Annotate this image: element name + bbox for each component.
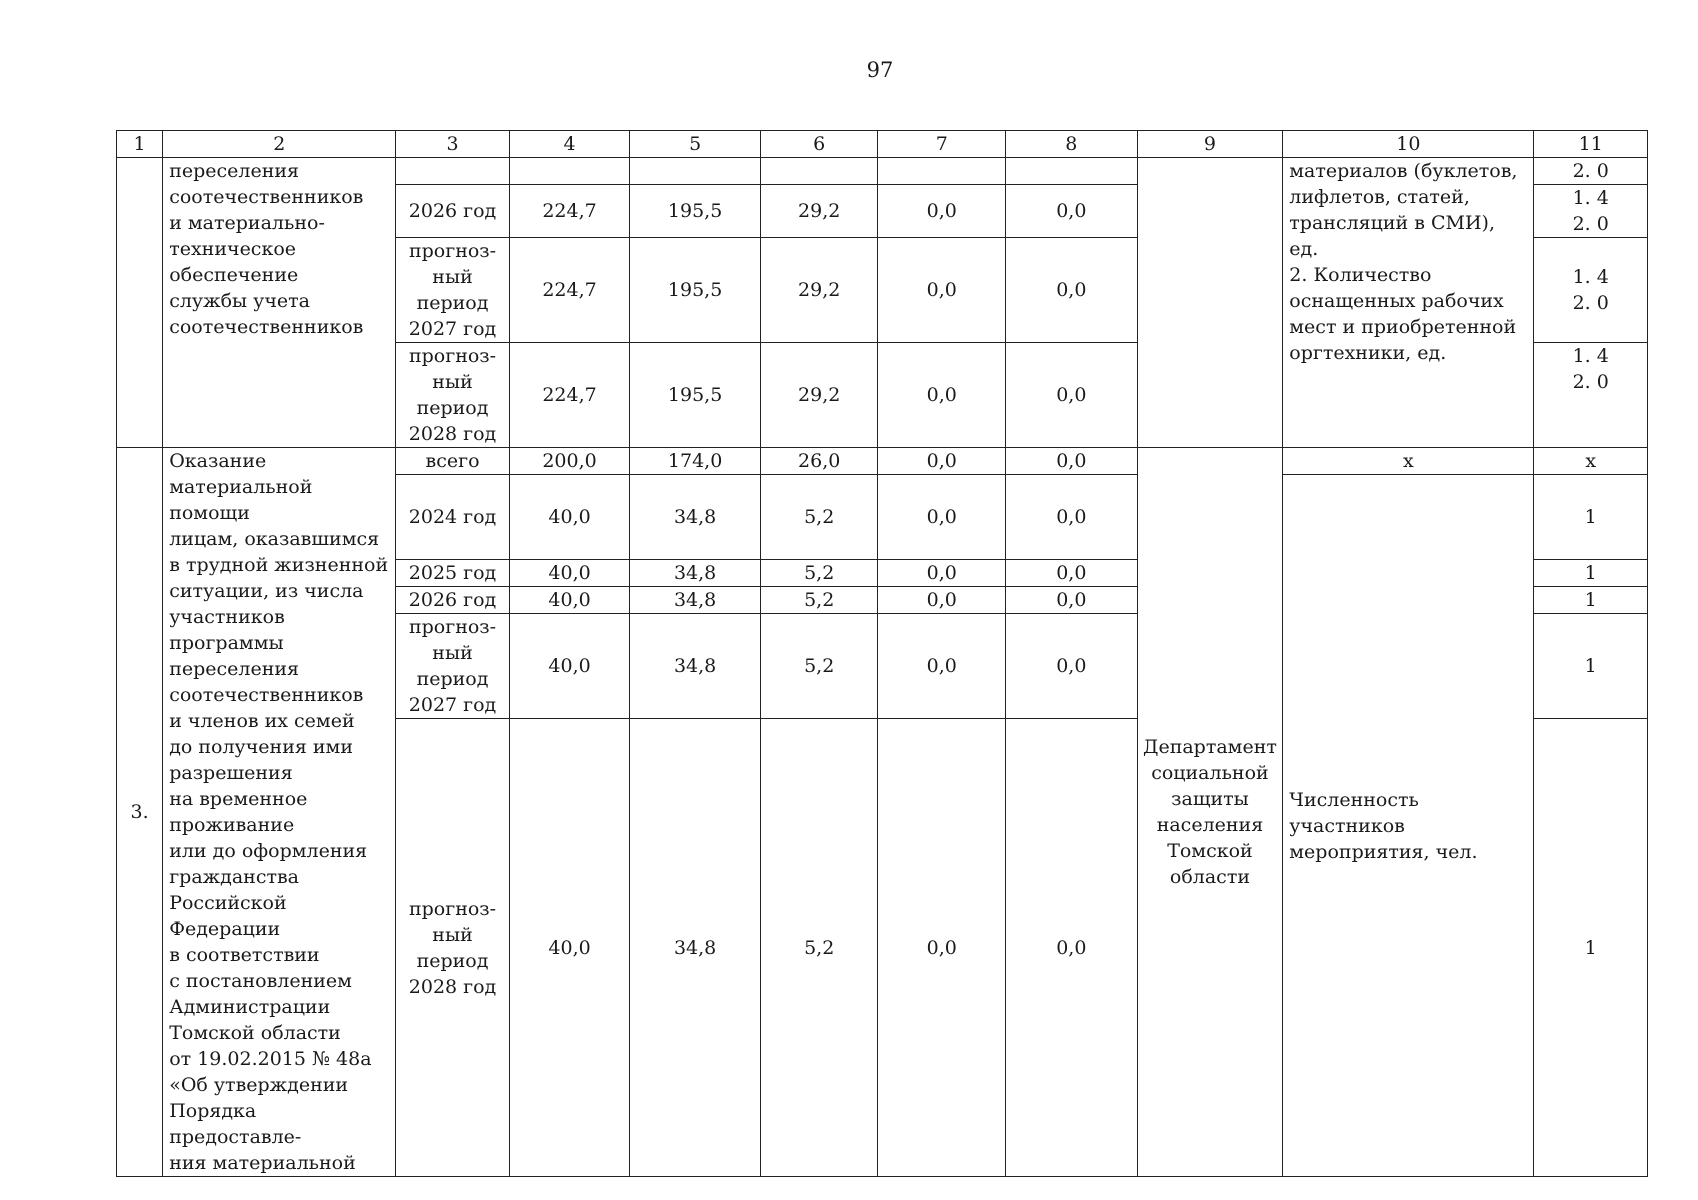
value-cell: 26,0 — [760, 448, 878, 475]
value-cell: 40,0 — [509, 587, 630, 614]
indicator-value: 1 — [1534, 719, 1648, 1177]
indicator-value: 1 — [1534, 587, 1648, 614]
value-cell: 40,0 — [509, 475, 630, 560]
value-cell — [509, 158, 630, 185]
value-cell: 195,5 — [630, 238, 761, 343]
value-cell: 224,7 — [509, 185, 630, 238]
period-cell: прогноз- ный период 2027 год — [396, 238, 510, 343]
value-cell: 0,0 — [1006, 614, 1138, 719]
value-cell — [760, 158, 878, 185]
indicator-value: 1. 4 2. 0 — [1534, 343, 1648, 448]
value-cell: 34,8 — [630, 614, 761, 719]
row-number-cell: 3. — [117, 448, 163, 1177]
value-cell: 5,2 — [760, 614, 878, 719]
value-cell: 34,8 — [630, 560, 761, 587]
value-cell: 0,0 — [878, 343, 1006, 448]
value-cell: 0,0 — [1006, 343, 1138, 448]
value-cell: 0,0 — [1006, 587, 1138, 614]
value-cell — [630, 158, 761, 185]
indicator-value: 2. 0 — [1534, 158, 1648, 185]
executor-cell: Департамент социальной защиты населения Томской области — [1137, 448, 1283, 1177]
activity-description: Оказание материальной помощи лицам, оказавшимся в трудной жизненной ситуации, из числа участников программы переселения соотечественников и членов их семей до получения ими разрешения на временное проживание или до оформления гражданства Российской Федерации в соответствии с постановлением Администрации Томской области от 19.02.2015 № 48а «Об утверждении Порядка предоставле- ния материальной — [163, 448, 396, 1177]
value-cell: 0,0 — [878, 475, 1006, 560]
period-cell: прогноз- ный период 2028 год — [396, 343, 510, 448]
value-cell: 0,0 — [878, 560, 1006, 587]
indicator-value: 1 — [1534, 560, 1648, 587]
indicator-description: Численность участников мероприятия, чел. — [1283, 475, 1534, 1177]
indicator-value: 1. 4 2. 0 — [1534, 238, 1648, 343]
page-number: 97 — [866, 58, 894, 82]
header-cell: 2 — [163, 131, 396, 158]
value-cell: 0,0 — [1006, 475, 1138, 560]
value-cell: 34,8 — [630, 475, 761, 560]
value-cell: 224,7 — [509, 343, 630, 448]
value-cell: 29,2 — [760, 343, 878, 448]
value-cell: 0,0 — [878, 238, 1006, 343]
period-cell: 2025 год — [396, 560, 510, 587]
program-table — [116, 130, 1648, 1177]
header-cell: 8 — [1006, 131, 1138, 158]
value-cell: 224,7 — [509, 238, 630, 343]
period-cell: прогноз- ный период 2027 год — [396, 614, 510, 719]
value-cell: 174,0 — [630, 448, 761, 475]
value-cell: 29,2 — [760, 238, 878, 343]
value-cell: 195,5 — [630, 343, 761, 448]
value-cell — [878, 158, 1006, 185]
header-cell: 1 — [117, 131, 163, 158]
value-cell: 5,2 — [760, 587, 878, 614]
header-row — [117, 131, 1648, 158]
value-cell: 40,0 — [509, 719, 630, 1177]
table-row — [117, 158, 1648, 185]
period-cell: прогноз- ный период 2028 год — [396, 719, 510, 1177]
value-cell — [1006, 158, 1138, 185]
indicator-value: 1 — [1534, 475, 1648, 560]
value-cell: 195,5 — [630, 185, 761, 238]
value-cell: 0,0 — [878, 185, 1006, 238]
value-cell: 5,2 — [760, 475, 878, 560]
header-cell: 6 — [760, 131, 878, 158]
value-cell: 34,8 — [630, 587, 761, 614]
header-cell: 9 — [1137, 131, 1283, 158]
executor-cell — [1137, 158, 1283, 448]
value-cell: 0,0 — [878, 448, 1006, 475]
header-cell: 7 — [878, 131, 1006, 158]
period-cell: 2026 год — [396, 185, 510, 238]
value-cell: 29,2 — [760, 185, 878, 238]
header-cell: 11 — [1534, 131, 1648, 158]
period-cell — [396, 158, 510, 185]
indicator-description: х — [1283, 448, 1534, 475]
value-cell: 200,0 — [509, 448, 630, 475]
indicator-value: 1. 4 2. 0 — [1534, 185, 1648, 238]
period-cell: 2026 год — [396, 587, 510, 614]
value-cell: 40,0 — [509, 560, 630, 587]
activity-description: переселения соотечественников и материально- техническое обеспечение службы учета соотечественников — [163, 158, 396, 448]
header-cell: 10 — [1283, 131, 1534, 158]
value-cell: 0,0 — [1006, 560, 1138, 587]
table-row — [117, 448, 1648, 475]
indicator-value: 1 — [1534, 614, 1648, 719]
value-cell: 5,2 — [760, 719, 878, 1177]
indicator-description: материалов (буклетов, лифлетов, статей, трансляций в СМИ), ед. 2. Количество оснащенных рабочих мест и приобретенной оргтехники, ед. — [1283, 158, 1534, 448]
value-cell: 40,0 — [509, 614, 630, 719]
value-cell: 0,0 — [1006, 448, 1138, 475]
value-cell: 0,0 — [1006, 185, 1138, 238]
value-cell: 5,2 — [760, 560, 878, 587]
value-cell: 0,0 — [878, 587, 1006, 614]
header-cell: 3 — [396, 131, 510, 158]
value-cell: 34,8 — [630, 719, 761, 1177]
value-cell: 0,0 — [1006, 238, 1138, 343]
period-cell: всего — [396, 448, 510, 475]
row-number-cell — [117, 158, 163, 448]
header-cell: 5 — [630, 131, 761, 158]
value-cell: 0,0 — [878, 614, 1006, 719]
value-cell: 0,0 — [878, 719, 1006, 1177]
indicator-value: х — [1534, 448, 1648, 475]
value-cell: 0,0 — [1006, 719, 1138, 1177]
header-cell: 4 — [509, 131, 630, 158]
period-cell: 2024 год — [396, 475, 510, 560]
